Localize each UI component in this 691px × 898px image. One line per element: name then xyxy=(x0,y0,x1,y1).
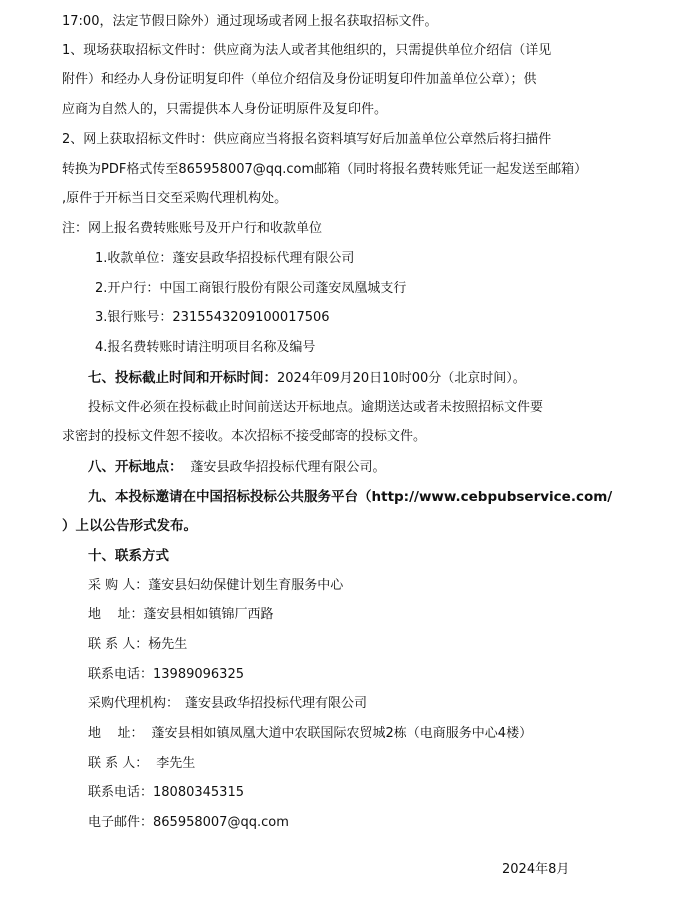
online-line-3: ,原件于开标当日交至采购代理机构处。 xyxy=(62,191,288,206)
onsite-line-1: 1、现场获取招标文件时：供应商为法人或者其他组织的，只需提供单位介绍信（详见 xyxy=(62,43,552,58)
email-label: 电子邮件： xyxy=(88,815,154,830)
intro-line: 17:00，法定节假日除外）通过现场或者网上报名获取招标文件。 xyxy=(62,14,438,29)
agency-label: 采购代理机构： xyxy=(88,696,180,711)
address-row xyxy=(88,606,274,624)
email-value: 865958007@qq.com xyxy=(153,815,289,830)
agency-phone-value: 18080345315 xyxy=(153,785,244,800)
purchaser-label: 采 购 人： xyxy=(88,578,149,593)
section-7-para-line-1: 投标文件必须在投标截止时间前送达开标地点。逾期送达或者未按照招标文件要 xyxy=(88,400,544,415)
agency-contact-value: 李先生 xyxy=(156,756,196,771)
contact-value: 杨先生 xyxy=(148,637,188,652)
phone-row xyxy=(88,666,244,684)
online-line-2: 转换为PDF格式传至865958007@qq.com邮箱（同时将报名费转账凭证一起发送至邮箱） xyxy=(62,162,588,177)
online-line-1: 2、网上获取招标文件时：供应商应当将报名资料填写好后加盖单位公章然后将扫描件 xyxy=(62,132,552,147)
note-item: 2.开户行：中国工商银行股份有限公司蓬安凤凰城支行 xyxy=(95,281,407,296)
agency-contact-row xyxy=(88,755,195,773)
phone-value: 13989096325 xyxy=(153,667,244,682)
onsite-line-3: 应商为自然人的，只需提供本人身份证明原件及复印件。 xyxy=(62,102,388,117)
section-8-row xyxy=(88,458,386,476)
purchaser-value: 蓬安县妇幼保健计划生育服务中心 xyxy=(148,578,344,593)
contact-row xyxy=(88,636,187,654)
email-row xyxy=(88,814,289,832)
purchaser-row xyxy=(88,577,343,595)
section-10-heading: 十、联系方式 xyxy=(88,548,169,564)
address-label: 地 址： xyxy=(88,607,144,622)
agency-contact-label: 联 系 人： xyxy=(88,756,149,771)
agency-row xyxy=(88,695,367,713)
section-8-heading: 八、开标地点： xyxy=(88,459,183,475)
agency-value: 蓬安县政华招投标代理有限公司 xyxy=(185,696,368,711)
section-7-para-line-2: 求密封的投标文件恕不接收。本次招标不接受邮寄的投标文件。 xyxy=(62,429,427,444)
agency-phone-label: 联系电话： xyxy=(88,785,154,800)
contact-label: 联 系 人： xyxy=(88,637,149,652)
agency-address-row xyxy=(88,725,532,743)
note-item: 3.银行账号：2315543209100017506 xyxy=(95,310,330,325)
note-item: 1.收款单位：蓬安县政华招投标代理有限公司 xyxy=(95,251,355,266)
section-7-value: 2024年09月20日10时00分（北京时间）。 xyxy=(277,371,526,386)
section-7-row xyxy=(88,369,526,387)
phone-label: 联系电话： xyxy=(88,667,154,682)
section-9-line-2: ）上以公告形式发布。 xyxy=(62,518,197,534)
note-item: 4.报名费转账时请注明项目名称及编号 xyxy=(95,340,316,355)
agency-address-value: 蓬安县相如镇凤凰大道中农联国际农贸城2栋（电商服务中心4楼） xyxy=(151,726,533,741)
agency-phone-row xyxy=(88,784,244,802)
note-title: 注：网上报名费转账账号及开户行和收款单位 xyxy=(62,221,323,236)
agency-address-label: 地 址： xyxy=(88,726,144,741)
address-value: 蓬安县相如镇锦厂西路 xyxy=(143,607,274,622)
document-date: 2024年8月 xyxy=(502,862,570,877)
onsite-line-2: 附件）和经办人身份证明复印件（单位介绍信及身份证明复印件加盖单位公章）；供 xyxy=(62,72,537,87)
section-8-value: 蓬安县政华招投标代理有限公司。 xyxy=(190,460,386,475)
section-9-line-1: 九、本投标邀请在中国招标投标公共服务平台（http://www.cebpubservice.com/ xyxy=(88,489,613,505)
section-7-heading: 七、投标截止时间和开标时间： xyxy=(88,370,277,386)
